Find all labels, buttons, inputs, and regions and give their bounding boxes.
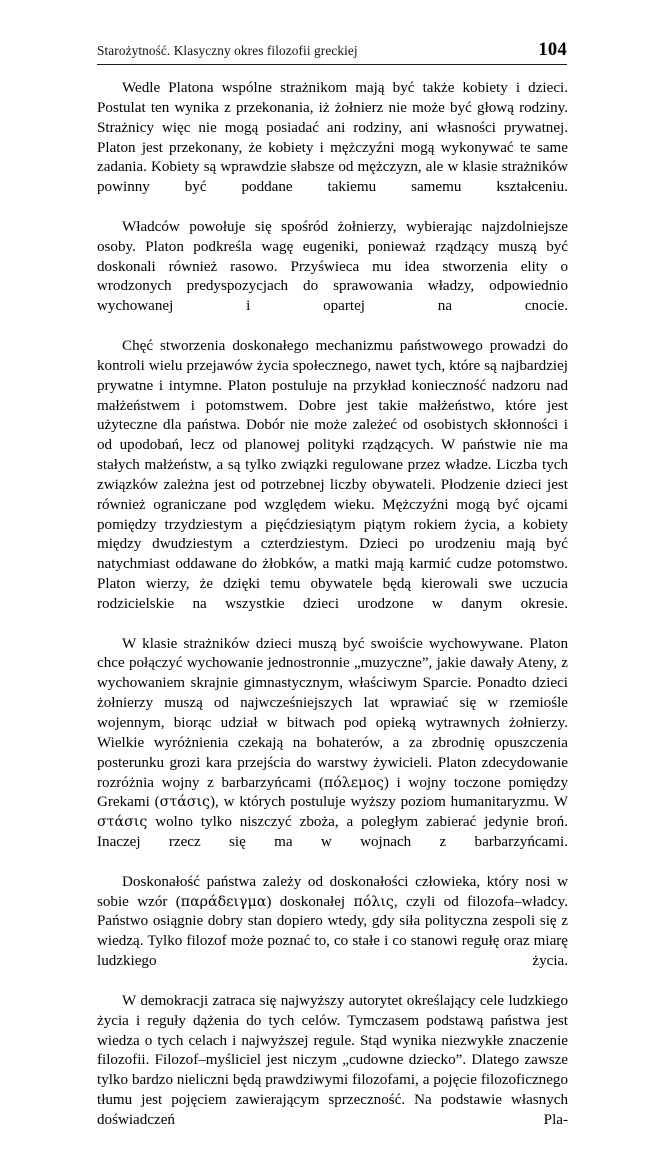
paragraph-1: Wedle Platona wspólne strażnikom mają być także kobiety i dzieci. Postulat ten wynika z przekonania, iż żołnierz nie może być głową rodziny. Strażnicy więc nie mogą posiadać ani rodziny, ani własności prywatnej. Platon jest przekonany, że kobiety i mężczyźni mogą wykonywać te same zadania. Kobiety są wprawdzie słabsze od mężczyzn, ale w klasie strażników powinny być poddane takiemu samemu kształceniu.: [97, 80, 568, 196]
paragraph-3: Chęć stworzenia doskonałego mechanizmu państwowego prowadzi do kontroli wielu przejawów życia społecznego, nawet tych, które są najbardziej prywatne i intymne. Platon postuluje na przykład konieczność nadzoru nad małżeństwem i potomstwem. Dobre jest takie małżeństwo, które jest użyteczne dla państwa. Dobór nie może zależeć od osobistych skłonności i od upodobań, lecz od planowej polityki rządzących. W państwie nie ma stałych małżeństw, a są tylko związki regulowane przez władze. Liczba tych związków zależna jest od potrzebnej liczby obywateli. Płodzenie dzieci jest również ograniczane pod względem wieku. Mężczyźni mogą być ojcami pomiędzy trzydziestym a pięćdziesiątym piątym rokiem życia, a kobiety między dwudziestym a czterdziestym. Dzieci po urodzeniu mają być natychmiast oddawane do żłobków, a matki mają karmić cudze potomstwo. Platon wierzy, że dzięki temu obywatele będą kierowali swe uczucia rodzicielskie na wszystkie dzieci urodzone w danym okresie.: [97, 337, 568, 612]
paragraph-6: W demokracji zatraca się najwyższy autorytet określający cele ludzkiego życia i reguły dążenia do tych celów. Tymczasem podstawą państwa jest wiedza o tych celach i najwyższej regule. Stąd wynika niezwykłe znaczenie filozofii. Filozof–myśliciel jest niczym „cudowne dziecko”. Dlatego zawsze tylko bardzo nieliczni będą prawdziwymi filozofami, a pojęcie filozoficznego tłumu jest pojęciem zawierającym sprzeczność. Na podstawie własnych doświadczeń Pla-: [97, 992, 568, 1128]
greek-term: παράδειγμα: [180, 893, 267, 910]
running-header: [97, 40, 567, 65]
running-head-title: Starożytność. Klasyczny okres filozofii greckiej: [97, 43, 358, 58]
greek-term: στάσις: [97, 814, 148, 831]
paragraph-5: Doskonałość państwa zależy od doskonałości człowieka, który nosi w sobie wzór (παράδειγμα) doskonałej πόλις, czyli od filozofa–władcy. Państwo osiągnie dobry stan dopiero wtedy, gdy siła polityczna zespoli się z wiedzą. Tylko filozof może poznać to, co stałe i co stanowi regułę oraz miarę ludzkiego życia.: [97, 873, 568, 970]
greek-term: πόλεμος: [323, 774, 384, 791]
greek-term: στάσις: [159, 794, 210, 811]
greek-term: πόλις: [353, 893, 394, 910]
page-number: 104: [538, 40, 567, 60]
paragraph-4: W klasie strażników dzieci muszą być swoiście wychowywane. Platon chce połączyć wychowanie jednostronnie „muzyczne”, jakie dawały Ateny, z wychowaniem skrajnie gimnastycznym, właściwym Sparcie. Ponadto dzieci żołnierzy muszą od najwcześniejszych lat wprawiać się w rzemiośle wojennym, biorąc udział w bitwach pod opieką wytrawnych żołnierzy. Wielkie wyróżnienia czekają na bohaterów, a za zbrodnię opuszczenia posterunku grozi kara przejścia do warstwy żywicieli. Platon zdecydowanie rozróżnia wojny z barbarzyńcami (πόλεμος) i wojny toczone pomiędzy Grekami (στάσις), w których postuluje wyższy poziom humanitaryzmu. W στάσις wolno tylko niszczyć zboża, a poległym zabierać jedynie broń. Inaczej rzecz się ma w wojnach z barbarzyńcami.: [97, 635, 568, 851]
running-header-row: [97, 40, 567, 64]
header-divider-rule: [97, 64, 567, 65]
paragraph-2: Władców powołuje się spośród żołnierzy, wybierając najzdolniejsze osoby. Platon podkreśla wagę eugeniki, ponieważ rządzący muszą być doskonali również rasowo. Przyświeca mu idea stworzenia elity o wrodzonych predyspozycjach do sprawowania władzy, odpowiednio wychowanej i opartej na cnocie.: [97, 218, 568, 315]
body-text-column: [97, 79, 568, 1151]
